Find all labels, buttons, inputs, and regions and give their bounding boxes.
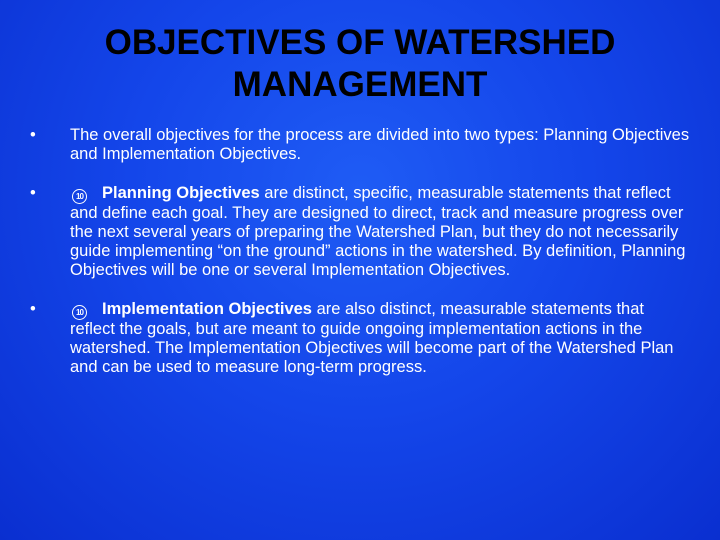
title-line-1: OBJECTIVES OF WATERSHED — [104, 23, 616, 62]
slide-title — [0, 22, 720, 106]
bullet-bold-term: Implementation Objectives — [102, 300, 312, 318]
bullet-list — [30, 126, 690, 377]
title-line-2: MANAGEMENT — [232, 65, 488, 104]
bullet-item-implementation — [30, 300, 690, 377]
bullet-text: The overall objectives for the process are divided into two types: Planning Objectives and Implementation Objectives. — [70, 126, 690, 163]
bullet-dot: • — [30, 126, 36, 144]
bullet-text: are also distinct, measurable statements that reflect the goals, but are meant to guide ongoing implementation actions in the watershed. The Implementation Objectives will become part of the Watershed Plan and can be used to measure long-term progress. — [70, 300, 674, 376]
bullet-dot: • — [30, 300, 36, 318]
circled-number-icon: 10 — [70, 300, 102, 320]
bullet-item-overview — [30, 126, 690, 164]
circled-number-icon: 10 — [70, 184, 102, 204]
bullet-item-planning — [30, 184, 690, 280]
bullet-text: are distinct, specific, measurable statements that reflect and define each goal. They are designed to direct, track and measure progress over the next several years of preparing the Watershed Plan, but they do not necessarily guide implementing “on the ground” actions in the watershed. By definition, Planning Objectives will be one or several Implementation Objectives. — [70, 184, 686, 279]
bullet-bold-term: Planning Objectives — [102, 184, 260, 202]
bullet-dot: • — [30, 184, 36, 202]
